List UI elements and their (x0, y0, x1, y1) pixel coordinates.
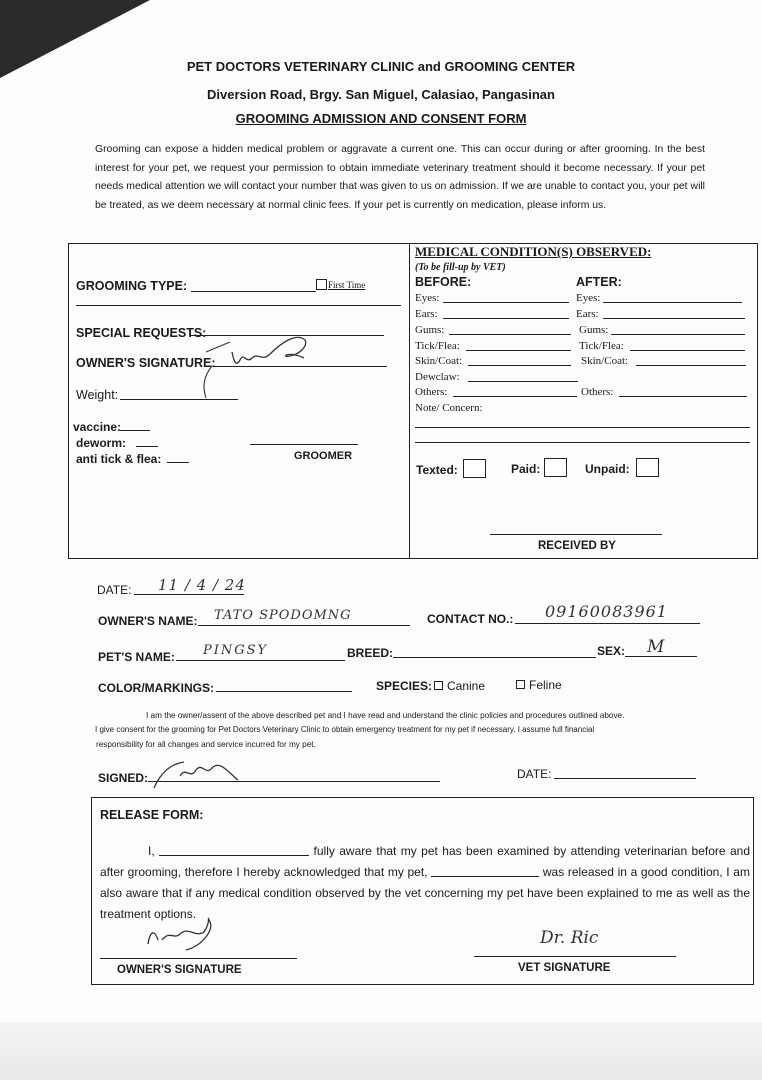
date2-label: DATE: (517, 767, 552, 781)
before-others-field[interactable] (453, 396, 577, 397)
note-concern-label: Note/ Concern: (415, 402, 483, 414)
vet-signature-line[interactable] (474, 956, 676, 957)
owner-name-value: TATO SPODOMNG (214, 608, 352, 623)
before-ears-label: Ears: (415, 308, 438, 320)
after-eyes-label: Eyes: (576, 292, 601, 304)
release-title: RELEASE FORM: (100, 808, 204, 822)
clinic-name: PET DOCTORS VETERINARY CLINIC and GROOMING CENTER (186, 59, 576, 74)
feline-label: Feline (529, 678, 562, 692)
pet-name-value: PINGSY (203, 643, 269, 658)
owner-signature-scribble (200, 322, 315, 402)
before-dewclaw-field[interactable] (468, 381, 578, 382)
vaccine-label: vaccine: (73, 420, 122, 434)
unpaid-label: Unpaid: (585, 462, 630, 476)
release-owner-name-field[interactable] (159, 843, 309, 856)
medical-subtitle: (To be fill-up by VET) (415, 262, 506, 273)
grooming-type-field-2[interactable] (76, 305, 401, 306)
texted-label: Texted: (416, 463, 458, 477)
before-others-label: Others: (415, 386, 448, 398)
special-requests-label: SPECIAL REQUESTS: (76, 326, 207, 340)
release-owner-signature-line[interactable] (100, 958, 297, 959)
scan-bottom-edge (0, 1022, 762, 1080)
release-text-2: was released in a good condition, I am also aware that if any medical condition observed by the vet concerning my pet have been explained to me as well as the treatment options. (100, 865, 750, 921)
after-gums-label: Gums: (579, 324, 609, 336)
after-ears-field[interactable] (603, 318, 745, 319)
sex-value: M (647, 637, 665, 657)
paid-checkbox[interactable] (544, 458, 567, 477)
vaccine-field[interactable] (120, 430, 150, 431)
clinic-address: Diversion Road, Brgy. San Miguel, Calasiao, Pangasinan (207, 87, 555, 102)
note-line-1[interactable] (415, 427, 750, 428)
before-gums-label: Gums: (415, 324, 445, 336)
received-by-label: RECEIVED BY (538, 540, 616, 552)
unpaid-checkbox[interactable] (636, 458, 659, 477)
box-divider (409, 243, 410, 558)
deworm-field[interactable] (136, 446, 158, 447)
date-field[interactable] (134, 594, 244, 595)
owner-signature-label: OWNER'S SIGNATURE: (76, 356, 216, 370)
medical-title: MEDICAL CONDITION(S) OBSERVED: (415, 244, 652, 259)
canine-checkbox[interactable] (434, 681, 443, 690)
release-text-1: fully aware that my pet has been examined by attending veterinarian before and after grooming, therefore I hereby acknowledged that my pet, (100, 844, 750, 879)
breed-label: BREED: (347, 646, 394, 660)
date2-field[interactable] (554, 778, 696, 779)
canine-option[interactable] (428, 679, 485, 693)
after-label: AFTER: (576, 275, 622, 289)
before-ears-field[interactable] (443, 318, 569, 319)
weight-field[interactable] (120, 399, 238, 400)
before-skin-field[interactable] (468, 365, 571, 366)
vet-signature-value: Dr. Ric (540, 928, 599, 948)
after-skin-field[interactable] (636, 365, 746, 366)
species-label: SPECIES: (376, 679, 433, 693)
texted-checkbox[interactable] (463, 459, 486, 478)
owner-name-label: OWNER'S NAME: (98, 614, 198, 628)
consent-line-2: I give consent for the grooming for Pet Doctors Veterinary Clinic to obtain emergency treatment for my pet if necessary. I assume full financial (95, 725, 595, 734)
canine-label: Canine (447, 679, 486, 693)
after-others-field[interactable] (619, 396, 747, 397)
release-pet-name-field[interactable] (431, 864, 539, 877)
date-value: 11 / 4 / 24 (158, 576, 246, 594)
feline-option[interactable] (510, 678, 562, 692)
before-gums-field[interactable] (449, 334, 571, 335)
release-owner-scribble (140, 910, 240, 960)
after-gums-field[interactable] (611, 334, 745, 335)
contact-value: 09160083961 (545, 602, 668, 621)
owner-name-field[interactable] (198, 625, 410, 626)
after-others-label: Others: (581, 386, 614, 398)
form-title: GROOMING ADMISSION AND CONSENT FORM (235, 111, 527, 126)
sex-label: SEX: (597, 644, 626, 658)
before-eyes-label: Eyes: (415, 292, 440, 304)
before-tick-field[interactable] (466, 350, 571, 351)
intro-paragraph: Grooming can expose a hidden medical problem or aggravate a current one. This can occur during or after grooming. In the best interest for your pet, we request your permission to obtain immediate veterinary treatment should it become necessary. If your pet needs medical attention we will contact your number that was given to us on admission. If we are unable to contact you, your pet will be treated, as we deem necessary at normal clinic fees. If your pet is currently on medication, please inform us. (95, 144, 705, 211)
vet-signature-label: VET SIGNATURE (518, 962, 611, 974)
release-owner-signature-label: OWNER'S SIGNATURE (117, 964, 242, 976)
anti-tick-label: anti tick & flea: (76, 452, 162, 466)
pet-name-label: PET'S NAME: (98, 650, 175, 664)
grooming-type-field[interactable] (191, 291, 316, 292)
release-i: I, (148, 844, 155, 858)
consent-line-1: I am the owner/assent of the above described pet and I have read and understand the clinic policies and procedures outlined above. (146, 711, 625, 720)
before-dewclaw-label: Dewclaw: (415, 371, 460, 383)
breed-field[interactable] (393, 657, 596, 658)
before-label: BEFORE: (415, 275, 472, 289)
color-markings-label: COLOR/MARKINGS: (98, 681, 214, 695)
contact-label: CONTACT NO.: (427, 612, 514, 626)
first-time-label: First Time (328, 280, 366, 290)
grooming-type-label: GROOMING TYPE: (76, 279, 188, 293)
received-by-line[interactable] (490, 534, 662, 535)
first-time-checkbox[interactable] (316, 279, 327, 290)
signed-label: SIGNED: (98, 771, 149, 785)
anti-tick-field[interactable] (167, 462, 189, 463)
color-markings-field[interactable] (216, 691, 352, 692)
before-eyes-field[interactable] (443, 302, 569, 303)
after-ears-label: Ears: (576, 308, 599, 320)
note-line-2[interactable] (415, 442, 750, 443)
after-tick-label: Tick/Flea: (579, 340, 624, 352)
after-eyes-field[interactable] (603, 302, 742, 303)
after-tick-field[interactable] (630, 350, 745, 351)
contact-field[interactable] (515, 623, 700, 624)
consent-line-3: responsibility for all changes and service incurred for my pet. (96, 740, 316, 749)
before-skin-label: Skin/Coat: (415, 355, 463, 367)
before-tick-label: Tick/Flea: (415, 340, 460, 352)
signed-scribble (150, 754, 250, 794)
date-label: DATE: (97, 583, 132, 597)
deworm-label: deworm: (76, 436, 127, 450)
after-skin-label: Skin/Coat: (581, 355, 629, 367)
paid-label: Paid: (511, 462, 541, 476)
groomer-label: GROOMER (294, 450, 353, 462)
weight-label: Weight: (76, 388, 119, 402)
pet-name-field[interactable] (176, 660, 345, 661)
groomer-signature-line[interactable] (250, 444, 358, 445)
feline-checkbox[interactable] (516, 680, 525, 689)
